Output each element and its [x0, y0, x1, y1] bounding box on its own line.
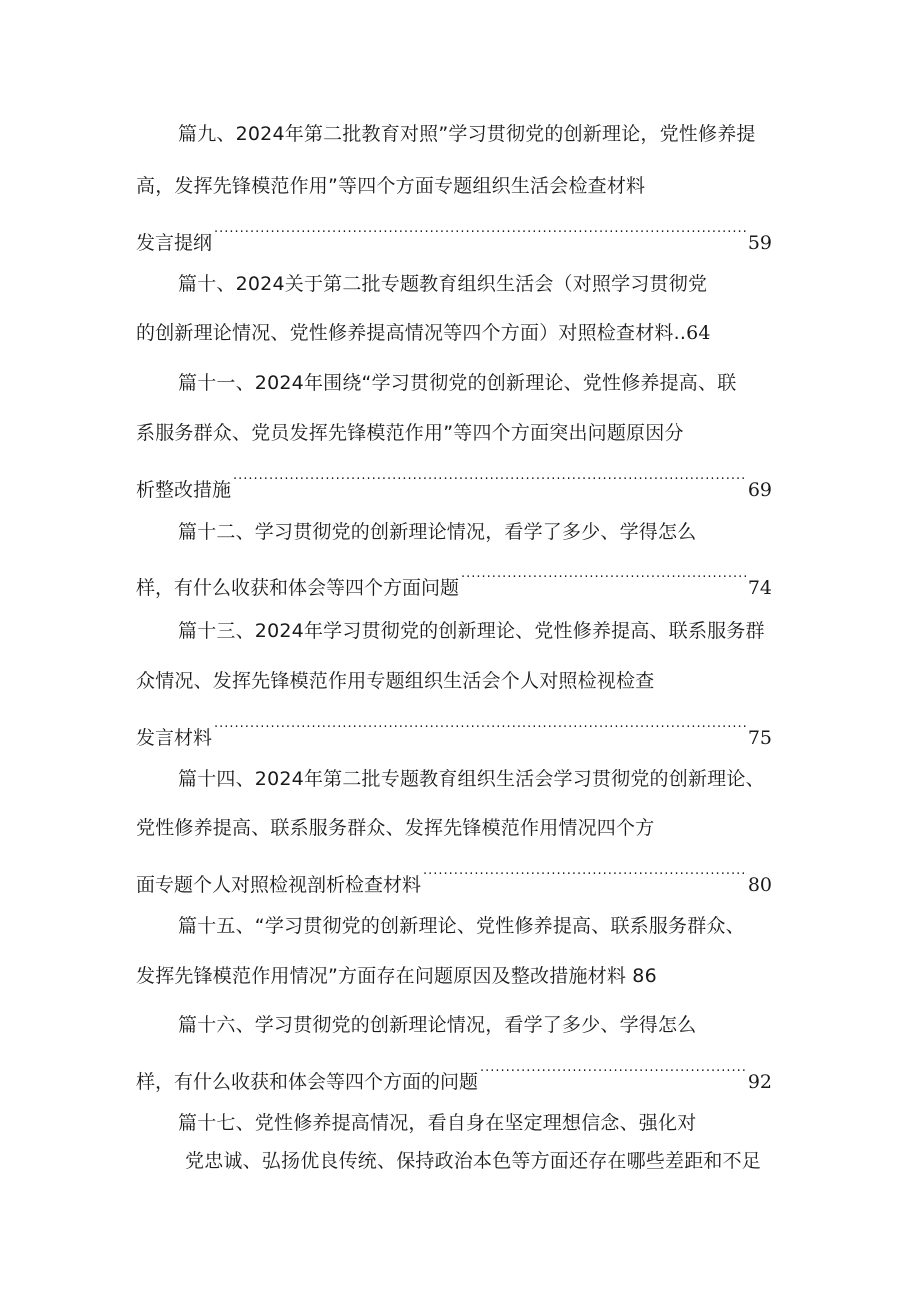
toc-entry-11-last-text: 析整改措施 — [136, 479, 232, 501]
toc-entry-11-last-line[interactable] — [136, 468, 772, 501]
toc-entry-13-line-1: 篇十三、2024年学习贯彻党的创新理论、党性修养提高、联系服务群 — [178, 620, 765, 642]
toc-entry-13-last-text: 发言材料 — [136, 727, 213, 749]
dot-leader — [214, 716, 746, 744]
toc-entry-14-page-number: 80 — [747, 874, 772, 896]
toc-entry-10-short-leader: .. — [673, 322, 687, 344]
toc-entry-16-last-text: 样，有什么收获和体会等四个方面的问题 — [136, 1071, 479, 1093]
toc-entry-16-page-number: 92 — [747, 1071, 772, 1093]
toc-entry-17-line-2: 党忠诚、弘扬优良传统、保持政治本色等方面还存在哪些差距和不足 — [185, 1150, 762, 1172]
toc-entry-16-line-1: 篇十六、学习贯彻党的创新理论情况，看学了多少、学得怎么 — [178, 1014, 697, 1036]
toc-entry-12-last-line[interactable] — [136, 566, 772, 599]
toc-entry-11-line-1: 篇十一、2024年围绕“学习贯彻党的创新理论、党性修养提高、联 — [178, 372, 737, 394]
toc-entry-10-last-line[interactable] — [136, 319, 711, 347]
toc-entry-12-last-text: 样，有什么收获和体会等四个方面问题 — [136, 577, 460, 599]
dot-leader — [461, 566, 746, 594]
dot-leader — [214, 221, 746, 249]
toc-entry-14-last-text: 面专题个人对照检视剖析检查材料 — [136, 874, 422, 896]
toc-entry-10-line-1: 篇十、2024关于第二批专题教育组织生活会（对照学习贯彻党 — [178, 273, 708, 295]
toc-entry-15-line-2[interactable]: 发挥先锋模范作用情况”方面存在问题原因及整改措施材料 86 — [136, 965, 657, 987]
toc-entry-9-line-2: 高，发挥先锋模范作用”等四个方面专题组织生活会检查材料 — [136, 175, 646, 197]
toc-entry-15-line-1: 篇十五、“学习贯彻党的创新理论、党性修养提高、联系服务群众、 — [178, 915, 745, 937]
toc-entry-13-page-number: 75 — [747, 727, 772, 749]
toc-entry-13-line-2: 众情况、发挥先锋模范作用专题组织生活会个人对照检视检查 — [136, 670, 655, 692]
toc-entry-9-line-1: 篇九、2024年第二批教育对照”学习贯彻党的创新理论，党性修养提 — [178, 123, 756, 145]
toc-entry-14-last-line[interactable] — [136, 863, 772, 896]
dot-leader — [480, 1060, 746, 1088]
toc-entry-10-page-number: 64 — [686, 322, 711, 344]
toc-entry-9-page-number: 59 — [747, 232, 772, 254]
dot-leader — [423, 863, 746, 891]
toc-entry-16-last-line[interactable] — [136, 1060, 772, 1093]
toc-entry-9-last-line[interactable] — [136, 221, 772, 254]
toc-entry-14-line-2: 党性修养提高、联系服务群众、发挥先锋模范作用情况四个方 — [136, 817, 655, 839]
toc-entry-13-last-line[interactable] — [136, 716, 772, 749]
toc-entry-12-page-number: 74 — [747, 577, 772, 599]
toc-entry-14-line-1: 篇十四、2024年第二批专题教育组织生活会学习贯彻党的创新理论、 — [178, 768, 765, 790]
toc-entry-9-last-text: 发言提纲 — [136, 232, 213, 254]
toc-entry-12-line-1: 篇十二、学习贯彻党的创新理论情况，看学了多少、学得怎么 — [178, 521, 697, 543]
dot-leader — [233, 468, 746, 496]
toc-entry-17-line-1: 篇十七、党性修养提高情况，看自身在坚定理想信念、强化对 — [178, 1112, 697, 1134]
toc-entry-11-page-number: 69 — [747, 479, 772, 501]
toc-entry-11-line-2: 系服务群众、党员发挥先锋模范作用”等四个方面突出问题原因分 — [136, 422, 684, 444]
toc-entry-10-last-text: 的创新理论情况、党性修养提高情况等四个方面）对照检查材料 — [136, 322, 674, 344]
